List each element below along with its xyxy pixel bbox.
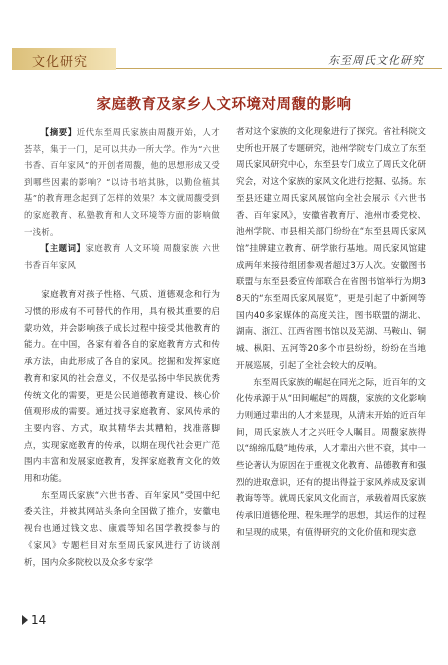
abstract-label: 【摘要】 bbox=[40, 127, 77, 137]
triangle-icon bbox=[22, 615, 28, 625]
body-paragraph: 东至周氏家族的崛起在同光之际，近百年的文化传承源于从“田间崛起”的周馥，家族的文化影响力则通过辈出的人才来显现，从清末开始的近百年间，周氏家族人才之兴旺令人瞩目。周馥家族得以“绵绵瓜瓞”地传承，人才辈出六世不衰，其中一些论著认为原因在于重视文化教育、品德教育和强烈的进取意识，还有的提出得益于家风养成及家训教诲等等。就周氏家风文化而言，承载着周氏家族传承旧道德伦理、程朱理学的思想，其运作的过程和呈现的成果，有值得研究的文化价值和现实意 bbox=[236, 377, 426, 538]
right-column bbox=[236, 124, 426, 542]
keywords-label: 【主题词】 bbox=[40, 243, 86, 254]
header-rule bbox=[116, 68, 442, 69]
body-paragraph: 东至周氏家族“六世书香、百年家风”受国中纪委关注，并被其网站头条向全国做了推介，安徽电视台也通过钱文忠、康震等知名国学教授参与的《家风》专题栏目对东至周氏家风进行了访谈剖析，国内众多院校以及众多专家学 bbox=[24, 490, 220, 568]
abstract-block bbox=[24, 124, 220, 273]
page-header bbox=[12, 48, 442, 70]
magazine-name: 东至周氏文化研究 bbox=[328, 54, 424, 67]
section-tag-label: 文化研究 bbox=[32, 55, 89, 70]
page-number: 14 bbox=[22, 613, 46, 627]
abstract-text: 近代东至周氏家族由周馥开始，人才荟萃，集于一门，足可以共办一所大学。作为“六世书香、百年家风”的开创者周馥，他的思想形成又受到哪些因素的影响？“以诗书培其脉，以勤俭植其基”的教育理念起到了怎样的效果？本文就周馥受到的家庭教育、私塾教育和人文环境等方面的影响做一浅析。 bbox=[24, 127, 220, 237]
left-column bbox=[24, 124, 220, 571]
article-title: 家庭教育及家乡人文环境对周馥的影响 bbox=[96, 96, 352, 113]
body-paragraph: 家庭教育对孩子性格、气质、道德观念和行为习惯的形成有不可替代的作用，具有极其重要的启蒙功效，并会影响孩子成长过程中接受其他教育的能力。在中国，各家有着各自的家庭教育方式和传承方法，由此形成了各自的家风。挖掘和发挥家庭教育和家风的社会意义，不仅是弘扬中华民族优秀传统文化的需要，更是公民道德教育建设、核心价值观形成的需要。通过找寻家庭教育、家风传承的主要内容、方式，取其精华去其糟粕，找准落脚点，实现家庭教育的传承，以期在现代社会更广范围内丰富和发展家庭教育，发挥家庭教育文化的效用和功能。 bbox=[24, 290, 220, 485]
keywords-text: 家庭教育 人文环境 周馥家族 六世书香百年家风 bbox=[24, 243, 220, 270]
body-paragraph-continued: 者对这个家族的文化现象进行了探究。省社科院文史所也开展了专题研究，池州学院专门成立了东至周氏家风研究中心，东至县专门成立了周氏文化研究会，对这个家族的家风文化进行挖掘、弘扬。东至县还建立周氏家风展馆向全社会展示《六世书香、百年家风》，安徽省教育厅、池州市委党校、池州学院、市县相关部门纷纷在“东至县周氏家风馆”挂牌建立教育、研学旅行基地。周氏家风馆建成两年来接待组团参观者超过3万人次。安徽图书联盟与东至县委宣传部联合在省图书馆举行为期38天的“东至周氏家风展览”，更是引起了中新网等国内40多家媒体的高度关注，图书联盟的湖北、湖南、浙江、江西省图书馆以及芜湖、马鞍山、铜城、枞阳、五河等20多个市县纷纷，纷纷在当地开展巡展，引起了全社会较大的反响。 bbox=[236, 127, 426, 371]
section-tag bbox=[12, 48, 116, 70]
